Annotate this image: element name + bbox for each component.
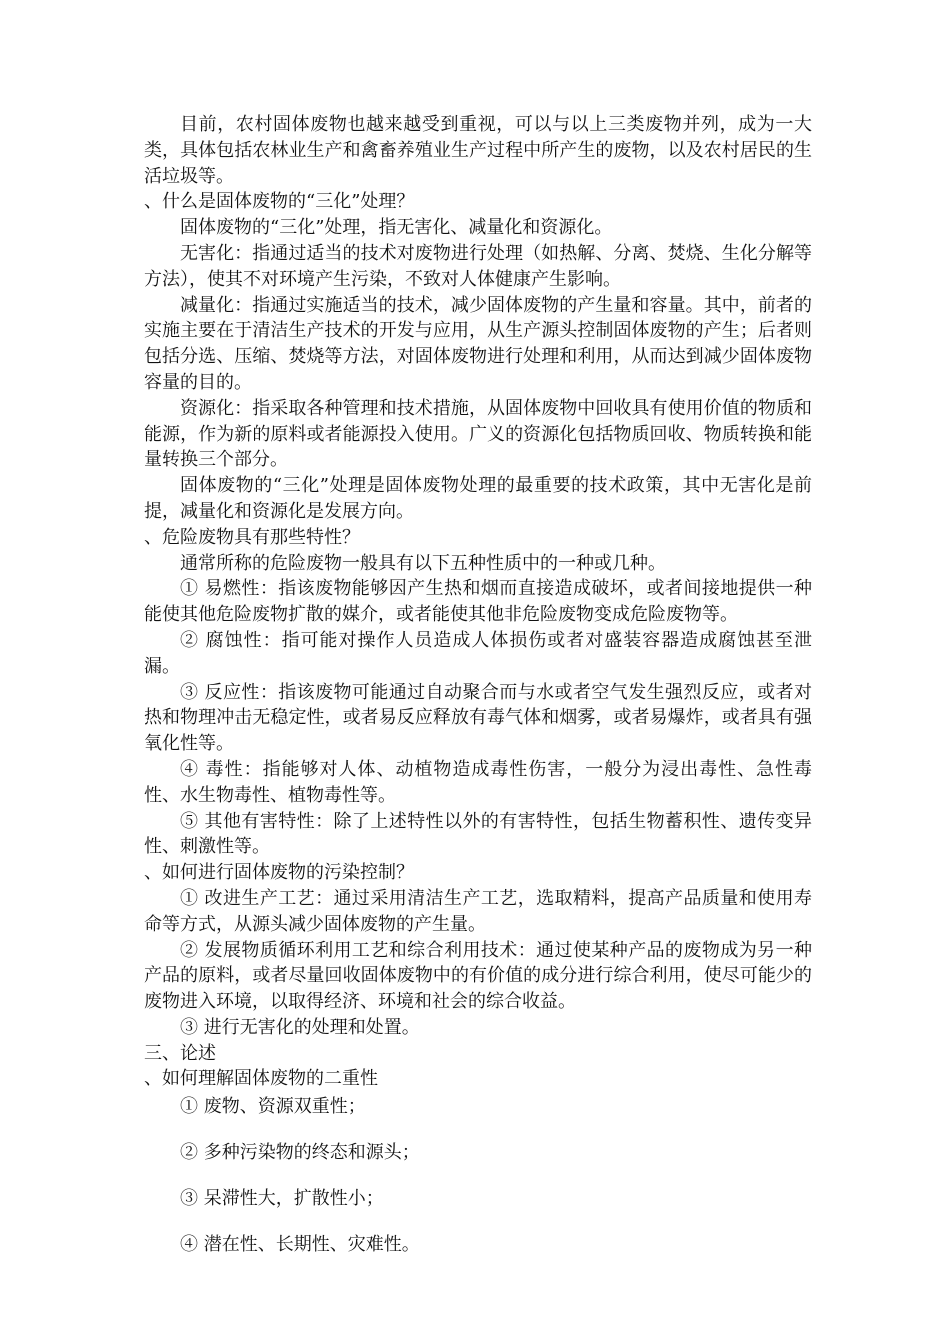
q3-list-item: ③ 进行无害化的处理和处置。 [180, 1016, 420, 1038]
duality-list [144, 1094, 812, 1257]
q2-list-item: ② 腐蚀性：指可能对操作人员造成人体损伤或者对盛装容器造成腐蚀甚至泄漏。 [144, 629, 812, 677]
q1-paragraph: 减量化：指通过实施适当的技术，减少固体废物的产生量和容量。其中，前者的实施主要在于清洁生产技术的开发与应用，从生产源头控制固体废物的产生；后者则包括分选、压缩、焚烧等方法，对固体废物进行处理和利用，从而达到减少固体废物容量的目的。 [144, 294, 812, 393]
intro-paragraph: 目前，农村固体废物也越来越受到重视，可以与以上三类废物并列，成为一大类，具体包括农林业生产和禽畜养殖业生产过程中所产生的废物，以及农村居民的生活垃圾等。 [144, 114, 812, 187]
q2-list-item: ① 易燃性：指该废物能够因产生热和烟而直接造成破坏，或者间接地提供一种能使其他危险废物扩散的媒介，或者能使其他非危险废物变成危险废物等。 [144, 578, 812, 626]
question-2-title: 、危险废物具有那些特性？ [144, 526, 360, 548]
duality-list-item: ④ 潜在性、长期性、灾难性。 [180, 1233, 420, 1255]
section3-question-title: 、如何理解固体废物的二重性 [144, 1068, 378, 1090]
duality-list-item: ③ 呆滞性大，扩散性小； [180, 1187, 384, 1209]
q2-list-item: ③ 反应性：指该废物可能通过自动聚合而与水或者空气发生强烈反应，或者对热和物理冲击无稳定性，或者易反应释放有毒气体和烟雾，或者易爆炸，或者具有强氧化性等。 [144, 681, 812, 755]
duality-list-item: ① 废物、资源双重性； [180, 1096, 366, 1118]
q1-paragraph: 固体废物的“三化”处理，指无害化、减量化和资源化。 [180, 217, 613, 239]
q3-list-item: ② 发展物质循环利用工艺和综合利用技术：通过使某种产品的废物成为另一种产品的原料，或者尽量回收固体废物中的有价值的成分进行综合利用，使尽可能少的废物进入环境，以取得经济、环境和社会的综合收益。 [144, 939, 812, 1013]
document-page [144, 112, 812, 1277]
question-3-title: 、如何进行固体废物的污染控制？ [144, 862, 414, 884]
q1-paragraph: 固体废物的“三化”处理是固体废物处理的最重要的技术政策，其中无害化是前提，减量化和资源化是发展方向。 [144, 475, 812, 522]
q1-paragraph: 资源化：指采取各种管理和技术措施，从固体废物中回收具有使用价值的物质和能源，作为新的原料或者能源投入使用。广义的资源化包括物质回收、物质转换和能量转换三个部分。 [144, 397, 812, 471]
q2-list-item: ④ 毒性：指能够对人体、动植物造成毒性伤害，一般分为浸出毒性、急性毒性、水生物毒性、植物毒性等。 [144, 758, 812, 806]
q2-list-item: ⑤ 其他有害特性：除了上述特性以外的有害特性，包括生物蓄积性、遗传变异性、刺激性等。 [144, 810, 812, 858]
question-1-title: 、什么是固体废物的“三化”处理？ [144, 191, 415, 213]
q1-paragraph: 无害化：指通过适当的技术对废物进行处理（如热解、分离、焚烧、生化分解等方法），使其不对环境产生污染，不致对人体健康产生影响。 [144, 242, 812, 290]
q3-list-item: ① 改进生产工艺：通过采用清洁生产工艺，选取精料，提高产品质量和使用寿命等方式，从源头减少固体废物的产生量。 [144, 887, 812, 935]
duality-list-item: ② 多种污染物的终态和源头； [180, 1142, 420, 1164]
q2-intro: 通常所称的危险废物一般具有以下五种性质中的一种或几种。 [180, 552, 666, 574]
section-heading: 三、论述 [144, 1042, 216, 1064]
